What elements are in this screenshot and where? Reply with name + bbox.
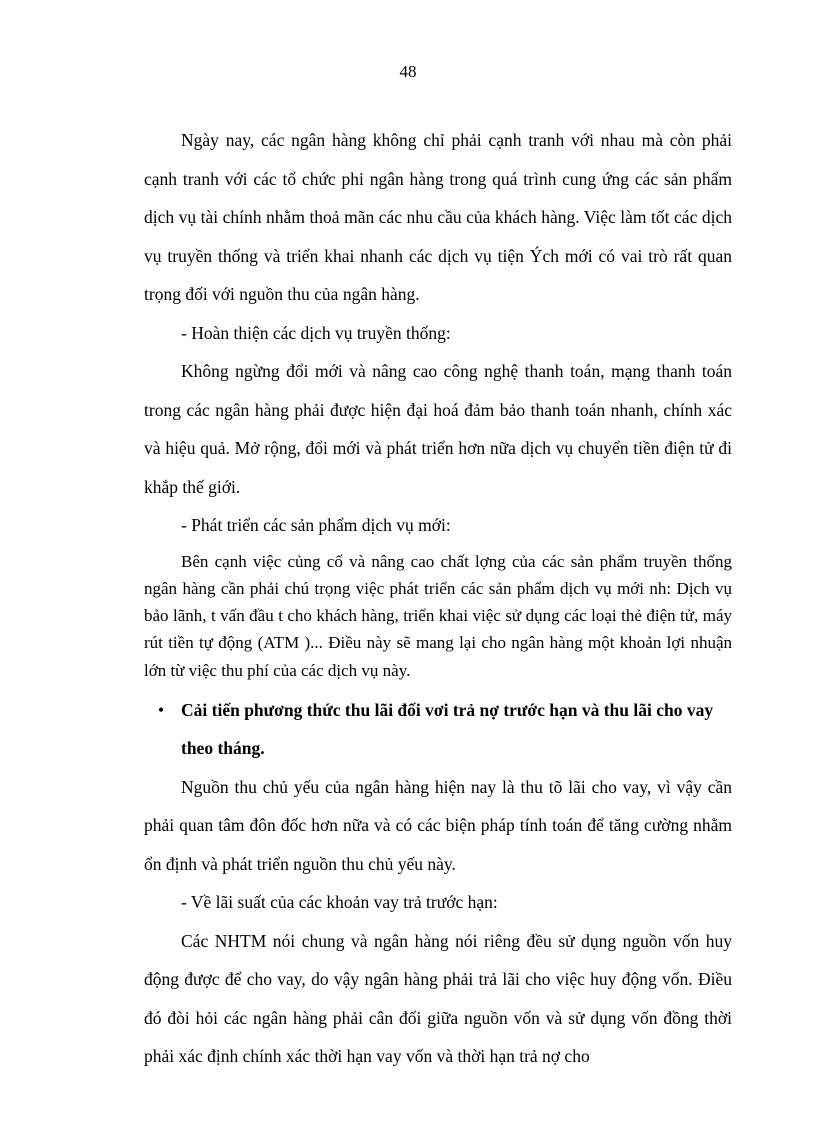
bullet-heading (144, 691, 732, 768)
paragraph-intro: Ngày nay, các ngân hàng không chỉ phải cạnh tranh với nhau mà còn phải cạnh tranh với các tổ chức phi ngân hàng trong quá trình cung ứng các sản phẩm dịch vụ tài chính nhằm thoả mãn các nhu cầu của khách hàng. Việc làm tốt các dịch vụ truyền thống và triển khai nhanh các dịch vụ tiện Ých mới có vai trò rất quan trọng đối với nguồn thu của ngân hàng. (144, 130, 732, 304)
paragraph-income-source: Nguồn thu chủ yếu của ngân hàng hiện nay là thu tõ lãi cho vay, vì vậy cần phải quan tâm đôn đốc hơn nữa và có các biện pháp tính toán để tăng cường nhằm ổn định và phát triển nguồn thu chủ yếu này. (144, 776, 732, 874)
list-item-new-services: - Phát triển các sản phẩm dịch vụ mới: (181, 515, 451, 535)
bullet-heading-text: Cải tiến phương thức thu lãi đối vơi trả nợ trước hạn và thu lãi cho vay theo tháng. (181, 699, 714, 759)
paragraph-payment-technology: Không ngừng đổi mới và nâng cao công nghệ thanh toán, mạng thanh toán trong các ngân hàng phải được hiện đại hoá đảm bảo thanh toán nhanh, chính xác và hiệu quả. Mở rộng, đổi mới và phát triển hơn nữa dịch vụ chuyển tiền điện tử đi khắp thế giới. (144, 361, 732, 497)
paragraph-capital-balance: Các NHTM nói chung và ngân hàng nói riêng đều sử dụng nguồn vốn huy động được để cho vay, do vậy ngân hàng phải trả lãi cho việc huy động vốn. Điều đó đòi hỏi các ngân hàng phải cân đối giữa nguồn vốn và sử dụng vốn đồng thời phải xác định chính xác thời hạn vay vốn và thời hạn trả nợ cho (144, 930, 732, 1067)
paragraph-new-products: Bên cạnh việc củng cố và nâng cao chất lợng của các sản phẩm truyền thống ngân hàng cần phải chú trọng việc phát triển các sản phẩm dịch vụ mới nh: Dịch vụ bảo lãnh, t vấn đầu t cho khách hàng, triển khai việc sử dụng các loại thẻ điện tử, máy rút tiền tự động (ATM )... Điều này sẽ mang lại cho ngân hàng một khoản lợi nhuận lớn từ việc thu phí của các dịch vụ này. (144, 551, 732, 680)
page-number: 48 (399, 62, 417, 81)
document-body (144, 121, 732, 1076)
bullet-icon: • (158, 699, 165, 720)
list-item-traditional-services: - Hoàn thiện các dịch vụ truyền thống: (181, 322, 451, 343)
list-item-interest-rate: - Về lãi suất của các khoản vay trả trước hạn: (181, 892, 498, 913)
